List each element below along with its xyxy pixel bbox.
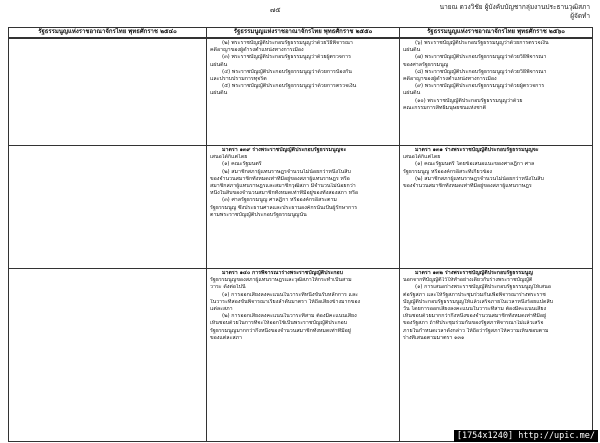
text-line: เสนอได้ก็แต่โดย [403,154,441,161]
text-line: มาตรา ๑๓๒ ร่างพระราชบัญญัติประกอบรัฐธรรมนูญ [415,270,533,276]
table-body [9,38,593,442]
text-line: (๔) พระราชบัญญัติประกอบรัฐธรรมนูญว่าด้วยการป้องกัน [222,68,352,75]
text-line: รัฐธรรมนูญของสภาผู้แทนราษฎรและวุฒิสภาให้กระทำเป็นสาม [210,277,352,284]
cell-2540 [9,38,207,146]
author-line: นายณ ดวงวิชัย ผู้บังคับบัญชากลุ่มงานประธานวุฒิสภา [439,3,590,11]
cell-2560 [400,146,593,269]
text-line: (๑) การเสนอร่างพระราชบัญญัติประกอบรัฐธรรมนูญให้เสนอ [415,284,551,291]
text-line: ของจำนวนสมาชิกทั้งหมดเท่าที่มีอยู่ของสภาผู้แทนราษฎร [403,183,532,190]
cell-2560 [400,269,593,442]
text-line: แผ่นดิน [403,90,421,97]
text-line: เห็นชอบด้วยในการที่จะให้ออกใช้เป็นพระราชบัญญัติประกอบ [210,320,348,327]
page-number: ๗๕ [270,6,281,14]
text-line: บัญญัติประกอบรัฐธรรมนูญให้แล้วเสร็จภายในเวลาหนึ่งร้อยแปดสิบ [403,298,554,305]
text-line: ของแต่ละสภา [210,334,243,341]
cell-2540 [9,146,207,269]
text-line: แผ่นดิน [403,47,421,54]
text-line: รัฐธรรมนูญ หรือองค์กรอิสระที่เกี่ยวข้อง [403,168,492,175]
text-line: (๙) พระราชบัญญัติประกอบรัฐธรรมนูญว่าด้วยผู้ตรวจการ [415,83,545,90]
text-line: (๓) ศาลรัฐธรรมนูญ ศาลฎีกา หรือองค์กรอิสระตาม [222,197,337,204]
cell-2550 [207,146,400,269]
text-line: คดีอาญาของผู้ดำรงตำแหน่งทางการเมือง [210,47,304,54]
text-line: เสนอได้ก็แต่โดย [210,154,248,161]
text-line: ของศาลรัฐธรรมนูญ [403,61,449,68]
text-line: ร่างที่เสนอตามมาตรา ๑๓๑ [403,334,465,341]
comparison-table [8,27,593,442]
cell-2550 [207,269,400,442]
text-line: (๒) สมาชิกสภาผู้แทนราษฎรจำนวนไม่น้อยกว่าหนึ่งในสิบ [415,175,544,182]
text-line: (๑) คณะรัฐมนตรี โดยข้อเสนอแนะของศาลฎีกา ศาล [415,161,535,168]
text-line: แผ่นดิน [210,61,228,68]
text-line: (๓) พระราชบัญญัติประกอบรัฐธรรมนูญว่าด้วยผู้ตรวจการ [222,54,351,61]
table-row [9,146,593,269]
text-line: หนึ่งในสิบของจำนวนสมาชิกทั้งหมดเท่าที่มีอยู่ของทั้งสองสภา หรือ [210,190,359,197]
cell-2550 [207,38,400,146]
text-line: วาระ ดังต่อไปนี้ [210,284,246,291]
image-host-watermark: [1754x1240] http://upic.me/ [454,430,598,442]
text-line: (๑) การออกเสียงลงคะแนนในวาระที่หนึ่งขั้นรับหลักการ และ [222,291,359,298]
header-constitution-2560: รัฐธรรมนูญแห่งราชอาณาจักรไทย พุทธศักราช ๒๕๖๐ [400,28,593,39]
author-role: ผู้จัดทำ [570,12,590,20]
text-line: มาตรา ๑๔๐ การพิจารณาร่างพระราชบัญญัติประกอบ [222,270,343,276]
author-credit [440,3,590,21]
text-line: (๑) คณะรัฐมนตรี [222,161,262,168]
text-line: (๒) การออกเสียงลงคะแนนในวาระที่สาม ต้องมีคะแนนเสียง [222,313,357,320]
text-line: (๑๐) พระราชบัญญัติประกอบรัฐธรรมนูญว่าด้วย [415,97,523,104]
text-line: มาตรา ๑๓๑ ร่างพระราชบัญญัติประกอบรัฐธรรมนูญจะ [415,147,539,153]
text-line: ในวาระที่สองขั้นพิจารณาเรียงลำดับมาตรา ให้ถือเสียงข้างมากของ [210,298,361,305]
text-line: นอกจากที่บัญญัติไว้ให้ทำอย่างเดียวกับร่างพระราชบัญญัติ [403,277,533,284]
text-line: (๒) สมาชิกสภาผู้แทนราษฎรจำนวนไม่น้อยกว่าหนึ่งในสิบ [222,168,351,175]
cell-2540 [9,269,207,442]
cell-2560 [400,38,593,146]
text-line: ของจำนวนสมาชิกทั้งหมดเท่าที่มีอยู่ของสภาผู้แทนราษฎร หรือ [210,175,350,182]
header-constitution-2540: รัฐธรรมนูญแห่งราชอาณาจักรไทย พุทธศักราช ๒๕๔๐ [9,28,207,39]
text-line: รัฐธรรมนูญ ซึ่งประธานศาลและประธานองค์กรนั้นเป็นผู้รักษาการ [210,204,358,211]
text-line: (๗) พระราชบัญญัติประกอบรัฐธรรมนูญว่าด้วยวิธีพิจารณา [415,54,547,61]
text-line: (๘) พระราชบัญญัติประกอบรัฐธรรมนูญว่าด้วยวิธีพิจารณา [415,68,547,75]
text-line: แผ่นดิน [210,90,228,97]
table-row [9,38,593,146]
text-line: ตามพระราชบัญญัติประกอบรัฐธรรมนูญนั้น [210,211,307,218]
text-line: (๕) พระราชบัญญัติประกอบรัฐธรรมนูญว่าด้วยการตรวจเงิน [222,83,357,90]
text-line: ของรัฐสภา ถ้าที่ประชุมร่วมกันของรัฐสภาพิจารณาไม่แล้วเสร็จ [403,320,544,327]
text-line: แต่ละสภา [210,306,233,313]
header-constitution-2550: รัฐธรรมนูญแห่งราชอาณาจักรไทย พุทธศักราช ๒๕๕๐ [207,28,400,39]
text-line: (๖) พระราชบัญญัติประกอบรัฐธรรมนูญว่าด้วยการตรวจเงิน [415,40,549,46]
text-line: (๒) พระราชบัญญัติประกอบรัฐธรรมนูญว่าด้วยวิธีพิจารณา [222,40,353,46]
text-line: สมาชิกสภาผู้แทนราษฎรและสมาชิกวุฒิสภา มีจำนวนไม่น้อยกว่า [210,183,356,190]
text-line: มาตรา ๑๓๙ ร่างพระราชบัญญัติประกอบรัฐธรรมนูญจะ [222,147,347,153]
text-line: รัฐธรรมนูญมากกว่ากึ่งหนึ่งของจำนวนสมาชิกทั้งหมดเท่าที่มีอยู่ [210,327,351,334]
text-line: ต่อรัฐสภา และให้รัฐสภาประชุมร่วมกันเพื่อพิจารณาร่างพระราช [403,291,546,298]
text-line: ภายในกำหนดเวลาดังกล่าว ให้ถือว่ารัฐสภาให้ความเห็นชอบตาม [403,327,549,334]
table-row [9,269,593,442]
text-line: เห็นชอบด้วยมากกว่ากึ่งหนึ่งของจำนวนสมาชิกทั้งหมดเท่าที่มีอยู่ [403,313,547,320]
text-line: วัน โดยการออกเสียงลงคะแนนในวาระที่สาม ต้องมีคะแนนเสียง [403,306,547,313]
text-line: คดีอาญาของผู้ดำรงตำแหน่งทางการเมือง [403,76,497,83]
text-line: และปราบปรามการทุจริต [210,76,267,83]
text-line: คณะกรรมการสิทธิมนุษยชนแห่งชาติ [403,104,487,111]
